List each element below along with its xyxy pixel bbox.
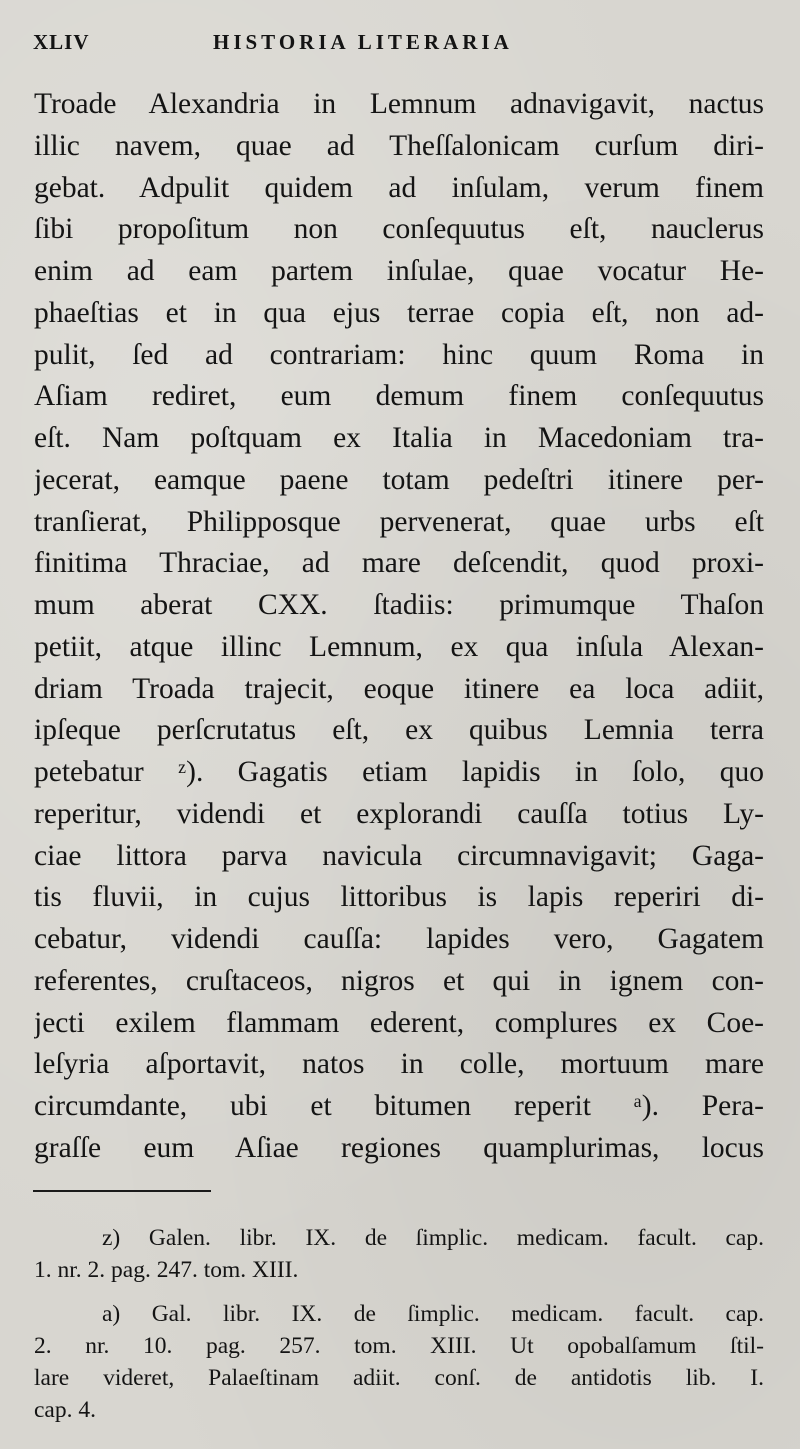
running-title: HISTORIA LITERARIA: [213, 30, 513, 54]
body-line: illic navem, quae ad Theſſalonicam curſum diri-: [34, 129, 764, 162]
footnote-line: cap. 4.: [34, 1397, 96, 1423]
footnotes: [34, 1222, 764, 1426]
body-line: petiit, atque illinc Lemnum, ex qua inſula Alexan-: [34, 630, 764, 663]
body-line: ciae littora parva navicula circumnavigavit; Gaga-: [34, 839, 764, 872]
footnote-line: a) Gal. libr. IX. de ſimplic. medicam. facult. cap.: [102, 1301, 764, 1327]
footnote-a: [34, 1298, 764, 1426]
footnote-z: [34, 1222, 764, 1286]
body-line: eſt. Nam poſtquam ex Italia in Macedoniam tra-: [34, 422, 764, 454]
body-line: graſſe eum Aſiae regiones quamplurimas, locus: [34, 1131, 764, 1164]
body-line: mum aberat CXX. ſtadiis: primumque Thaſon: [34, 589, 764, 621]
body-line: driam Troada trajecit, eoque itinere ea loca adiit,: [34, 672, 764, 705]
body-line: jecerat, eamque paene totam pedeſtri itinere per-: [34, 463, 764, 496]
body-line: gebat. Adpulit quidem ad inſulam, verum finem: [34, 171, 764, 204]
body-line: reperitur, videndi et explorandi cauſſa totius Ly-: [34, 797, 764, 830]
body-line: tis fluvii, in cujus littoribus is lapis reperiri di-: [34, 881, 764, 914]
body-line: Troade Alexandria in Lemnum adnavigavit, nactus: [34, 88, 764, 120]
body-line: phaeſtias et in qua ejus terrae copia eſt, non ad-: [34, 296, 764, 329]
body-line: pulit, ſed ad contrariam: hinc quum Roma in: [34, 338, 764, 371]
footnote-line: z) Galen. libr. IX. de ſimplic. medicam. facult. cap.: [102, 1225, 764, 1251]
body-line: ſibi propoſitum non conſequutus eſt, nauclerus: [34, 213, 764, 246]
body-line: tranſierat, Philipposque pervenerat, quae urbs eſt: [34, 505, 764, 538]
body-line: Aſiam rediret, eum demum finem conſequutus: [34, 380, 764, 413]
body-line: referentes, cruſtaceos, nigros et qui in ignem con-: [34, 964, 764, 997]
body-line: circumdante, ubi et bitumen reperit ᵃ). Pera-: [34, 1090, 764, 1122]
page-number: XLIV: [33, 30, 90, 54]
body-text: [34, 84, 764, 1170]
body-line: leſyria aſportavit, natos in colle, mortuum mare: [34, 1048, 764, 1081]
body-line: enim ad eam partem inſulae, quae vocatur He-: [34, 255, 764, 287]
body-line: petebatur ᶻ). Gagatis etiam lapidis in ſolo, quo: [34, 756, 764, 788]
body-line: cebatur, videndi cauſſa: lapides vero, Gagatem: [34, 923, 764, 955]
body-line: ipſeque perſcrutatus eſt, ex quibus Lemnia terra: [34, 714, 764, 747]
page-header: [33, 30, 768, 60]
body-line: jecti exilem flammam ederent, complures ex Coe-: [34, 1006, 764, 1039]
footnote-line: 1. nr. 2. pag. 247. tom. XIII.: [34, 1257, 299, 1283]
footnote-line: 2. nr. 10. pag. 257. tom. XIII. Ut opobalſamum ſtil-: [34, 1333, 764, 1359]
footnote-rule: [33, 1190, 211, 1192]
footnote-line: lare videret, Palaeſtinam adiit. conſ. de antidotis lib. I.: [34, 1365, 764, 1391]
body-line: finitima Thraciae, ad mare deſcendit, quod proxi-: [34, 547, 764, 580]
